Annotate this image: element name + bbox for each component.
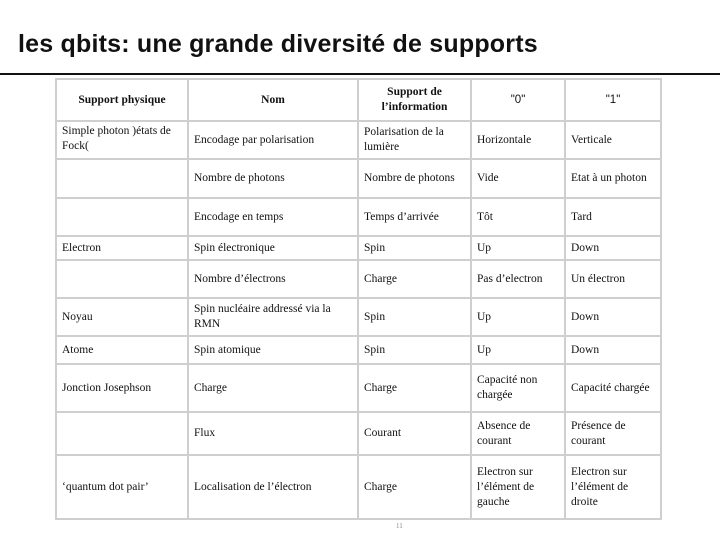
cell-information: Polarisation de la lumière (358, 121, 471, 159)
cell-nom: Spin électronique (188, 236, 358, 260)
cell-one: Présence de courant (565, 412, 661, 455)
cell-one: Down (565, 298, 661, 336)
cell-one: Capacité chargée (565, 364, 661, 412)
cell-support (56, 260, 188, 298)
table-row (56, 198, 661, 236)
cell-information: Nombre de photons (358, 159, 471, 198)
cell-support (56, 159, 188, 198)
cell-information: Temps d’arrivée (358, 198, 471, 236)
qubit-support-table (55, 78, 662, 520)
cell-one: Electron sur l’élément de droite (565, 455, 661, 519)
cell-zero: Capacité non chargée (471, 364, 565, 412)
cell-zero: Tôt (471, 198, 565, 236)
cell-support: Electron (56, 236, 188, 260)
title-divider (0, 73, 720, 75)
cell-information: Charge (358, 455, 471, 519)
page-number: 11 (396, 522, 403, 530)
cell-information: Spin (358, 336, 471, 364)
cell-zero: Pas d’electron (471, 260, 565, 298)
cell-nom: Spin nucléaire addressé via la RMN (188, 298, 358, 336)
header-zero: "0" (471, 79, 565, 121)
cell-one: Tard (565, 198, 661, 236)
table-row (56, 159, 661, 198)
cell-one: Etat à un photon (565, 159, 661, 198)
cell-support (56, 412, 188, 455)
table-header-row (56, 79, 661, 121)
cell-one: Verticale (565, 121, 661, 159)
header-nom: Nom (188, 79, 358, 121)
cell-information: Charge (358, 260, 471, 298)
cell-zero: Up (471, 336, 565, 364)
cell-zero: Vide (471, 159, 565, 198)
cell-nom: Nombre d’électrons (188, 260, 358, 298)
cell-information: Courant (358, 412, 471, 455)
cell-support: ‘quantum dot pair’ (56, 455, 188, 519)
cell-support: Noyau (56, 298, 188, 336)
table-row (56, 336, 661, 364)
cell-nom: Encodage par polarisation (188, 121, 358, 159)
cell-one: Un électron (565, 260, 661, 298)
cell-nom: Nombre de photons (188, 159, 358, 198)
cell-zero: Up (471, 298, 565, 336)
cell-support: Simple photon )états de Fock( (56, 121, 188, 159)
table-row (56, 412, 661, 455)
table-row (56, 121, 661, 159)
cell-support: Atome (56, 336, 188, 364)
cell-nom: Spin atomique (188, 336, 358, 364)
cell-zero: Up (471, 236, 565, 260)
cell-zero: Absence de courant (471, 412, 565, 455)
cell-nom: Localisation de l’électron (188, 455, 358, 519)
cell-one: Down (565, 236, 661, 260)
cell-information: Charge (358, 364, 471, 412)
cell-zero: Electron sur l’élément de gauche (471, 455, 565, 519)
table-row (56, 236, 661, 260)
header-support-information: Support de l’information (358, 79, 471, 121)
cell-information: Spin (358, 236, 471, 260)
cell-information: Spin (358, 298, 471, 336)
table-row (56, 260, 661, 298)
cell-support: Jonction Josephson (56, 364, 188, 412)
cell-zero: Horizontale (471, 121, 565, 159)
cell-nom: Flux (188, 412, 358, 455)
cell-nom: Charge (188, 364, 358, 412)
cell-nom: Encodage en temps (188, 198, 358, 236)
table-row (56, 455, 661, 519)
header-one: "1" (565, 79, 661, 121)
header-support-physique: Support physique (56, 79, 188, 121)
table-row (56, 298, 661, 336)
slide-title: les qbits: une grande diversité de supports (18, 30, 538, 58)
cell-one: Down (565, 336, 661, 364)
cell-support (56, 198, 188, 236)
table-row (56, 364, 661, 412)
